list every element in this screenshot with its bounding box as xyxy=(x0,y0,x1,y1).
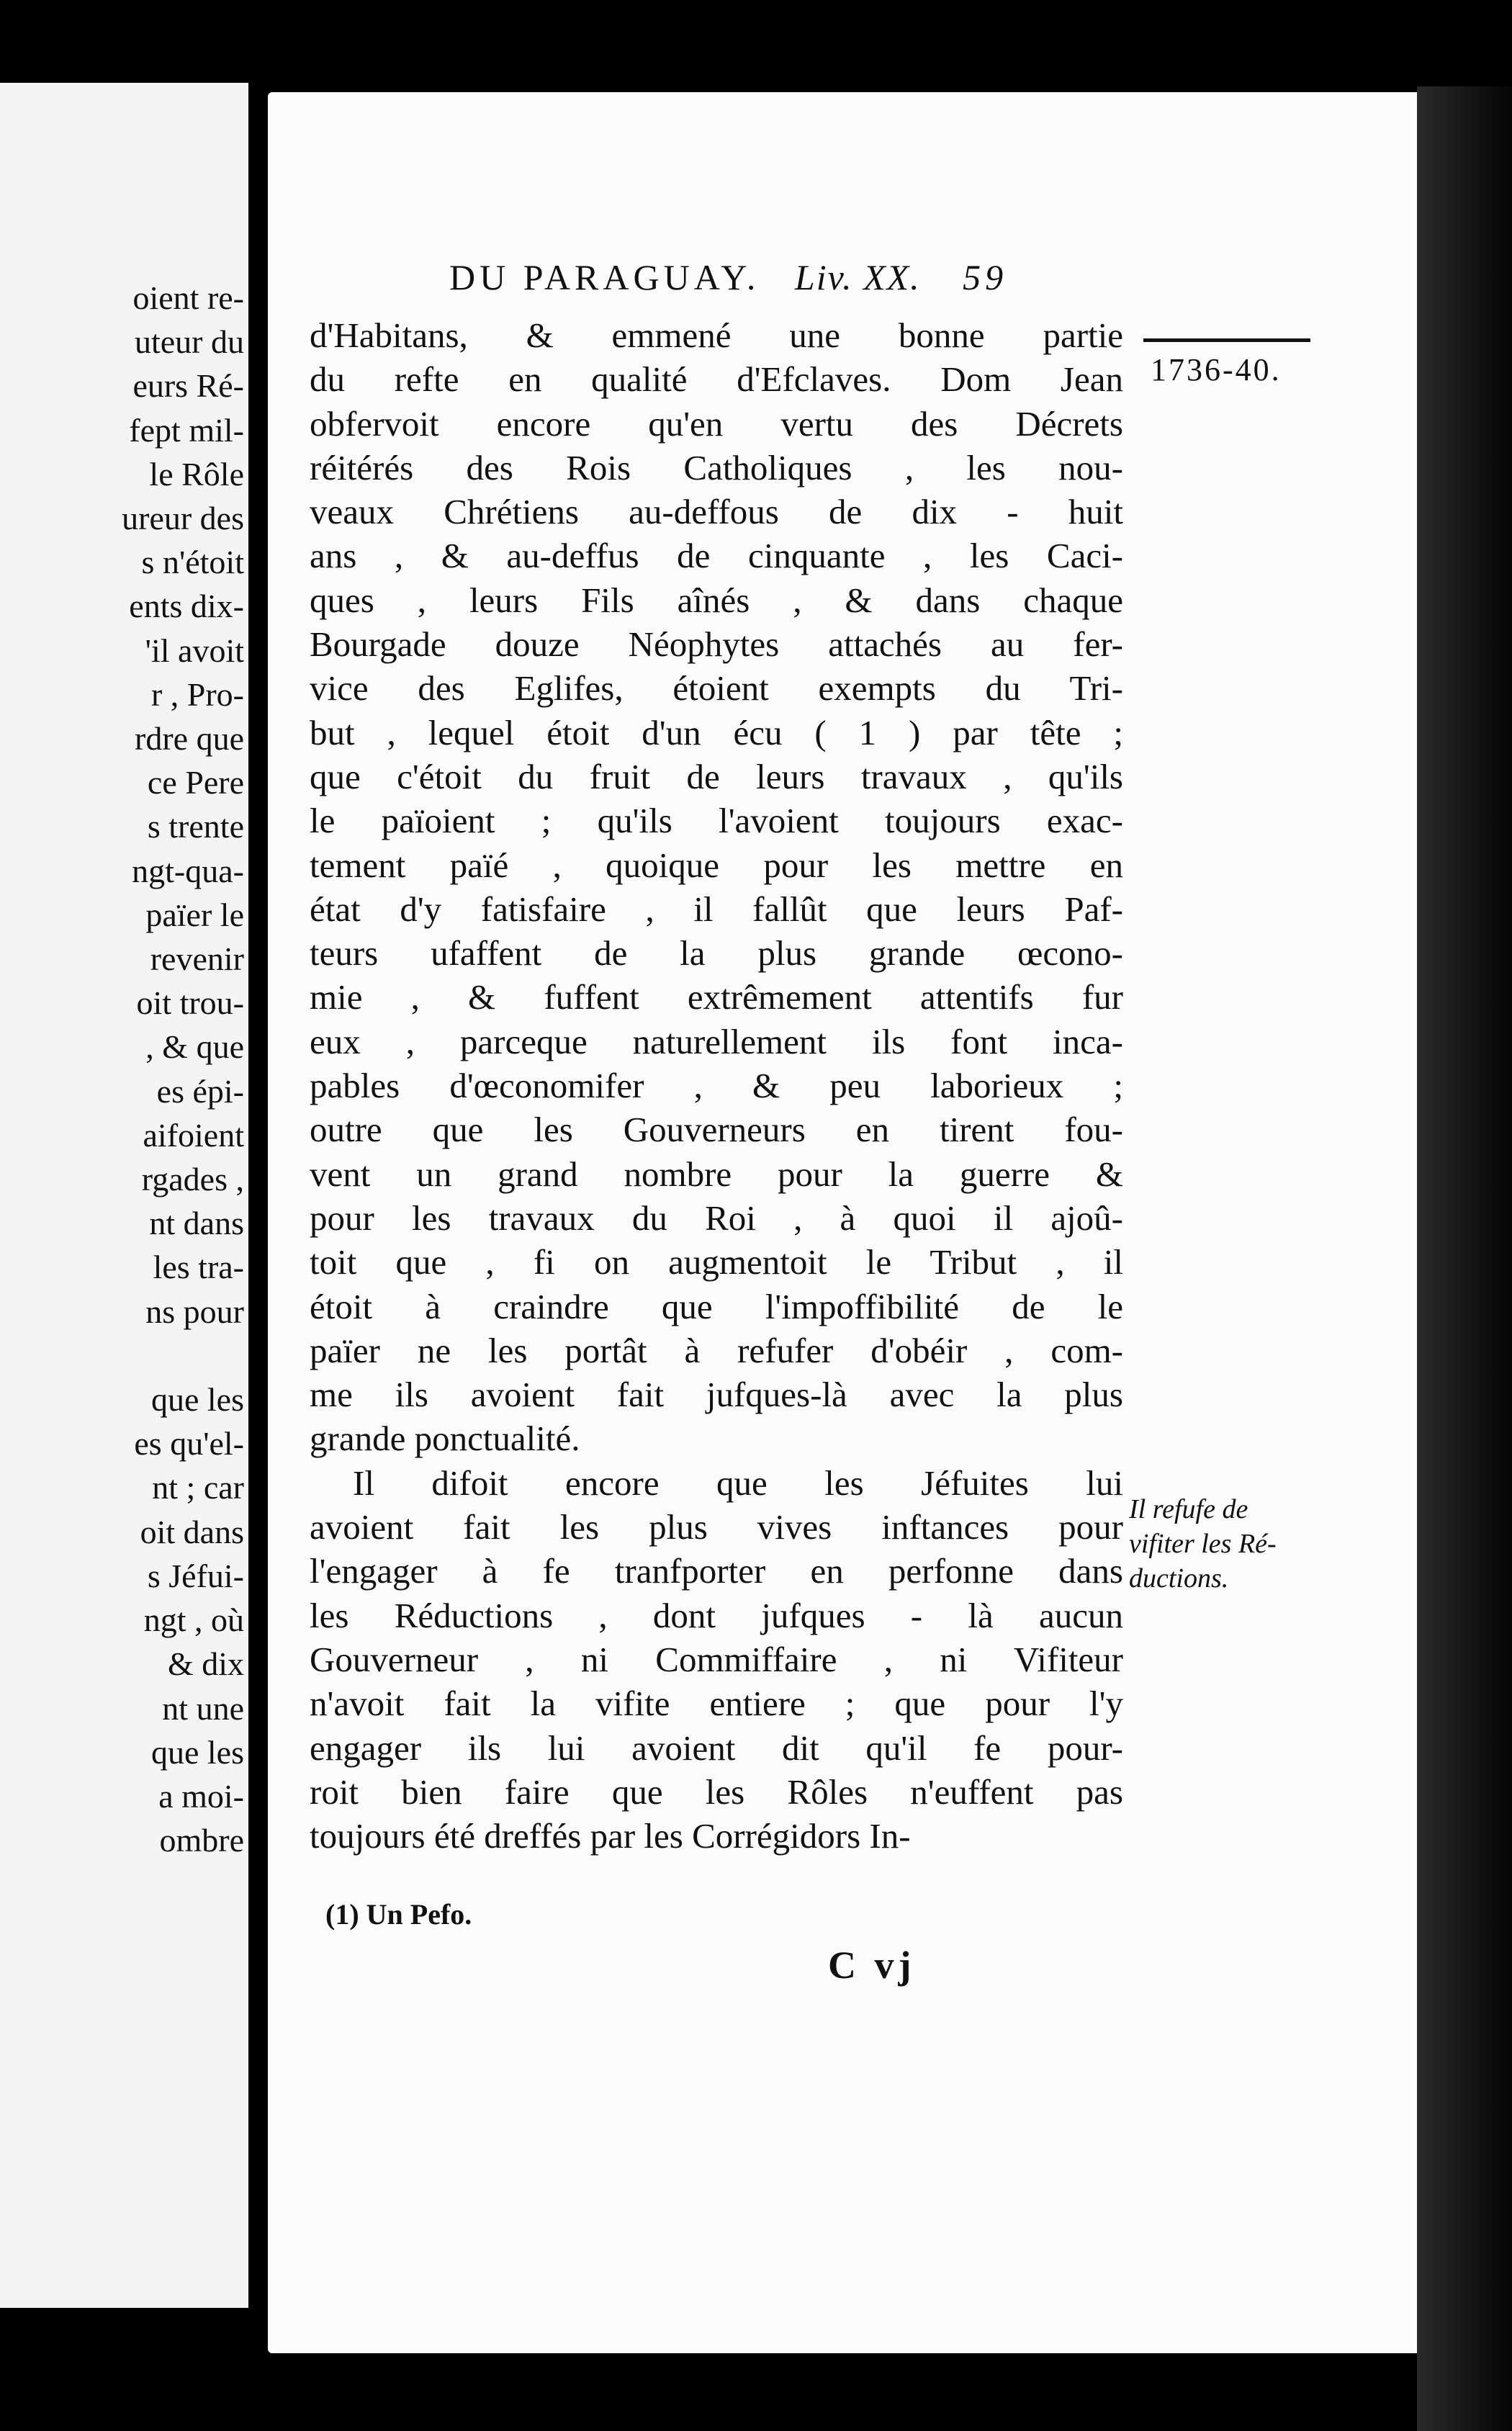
left-page-line: oit dans xyxy=(140,1513,244,1550)
left-page-line: ce Pere xyxy=(147,764,244,801)
text-line: but , lequel étoit d'un écu ( 1 ) par tête ; xyxy=(310,712,1123,752)
text-line: ques , leurs Fils aînés , & dans chaque xyxy=(310,580,1123,620)
page-edge-shadow xyxy=(1417,86,1512,2431)
left-page-line: ngt-qua- xyxy=(132,852,244,889)
text-line: teurs ufaffent de la plus grande œcono- xyxy=(310,933,1123,974)
text-line: pables d'œconomifer , & peu laborieux ; xyxy=(310,1066,1123,1106)
left-page-line: ombre xyxy=(159,1822,244,1859)
left-page-line: ents dix- xyxy=(129,588,244,625)
left-page-line: es épi- xyxy=(156,1072,244,1110)
left-page-line: le Rôle xyxy=(149,455,244,493)
text-line: roit bien faire que les Rôles n'euffent pas xyxy=(310,1771,1123,1812)
text-line: état d'y fatisfaire , il fallût que leurs Paf- xyxy=(310,889,1123,929)
left-page-line: nt ; car xyxy=(152,1469,244,1506)
text-line: toujours été dreffés par les Corrégidors In- xyxy=(310,1816,911,1856)
text-line: veaux Chrétiens au-deffous de dix - huit xyxy=(310,492,1123,532)
text-line: avoient fait les plus vives inftances pour xyxy=(310,1507,1123,1547)
text-line: eux , parceque naturellement ils font inca- xyxy=(310,1021,1123,1061)
header-book: Liv. XX. xyxy=(794,257,921,297)
text-line: étoit à craindre que l'impoffibilité de le xyxy=(310,1286,1123,1326)
left-page-line: & dix xyxy=(167,1645,244,1683)
text-line: engager ils lui avoient dit qu'il fe pour- xyxy=(310,1727,1123,1768)
margin-rule xyxy=(1143,338,1310,342)
left-page-line: es qu'el- xyxy=(134,1425,244,1462)
text-line: tement païé , quoique pour les mettre en xyxy=(310,845,1123,885)
left-page-line: que les xyxy=(150,1733,244,1771)
text-line: obfervoit encore qu'en vertu des Décrets xyxy=(310,403,1123,444)
left-page-line: 'il avoit xyxy=(145,632,244,669)
text-line: le païoient ; qu'ils l'avoient toujours exac- xyxy=(310,801,1123,841)
left-page-line: oit trou- xyxy=(136,984,244,1022)
margin-note-line: ductions. xyxy=(1129,1563,1229,1594)
left-page-line: rgades , xyxy=(141,1161,244,1198)
body-text xyxy=(310,313,1123,1858)
text-line: Gouverneur , ni Commiffaire , ni Vifiteur xyxy=(310,1639,1123,1679)
text-line: me ils avoient fait jufques-là avec la plus xyxy=(310,1375,1123,1415)
left-page-line: aifoient xyxy=(143,1116,244,1154)
text-line: outre que les Gouverneurs en tirent fou- xyxy=(310,1110,1123,1150)
footnote: (1) Un Pefo. xyxy=(325,1898,472,1931)
left-page-line: ureur des xyxy=(122,500,244,537)
left-page-line: s n'étoit xyxy=(141,544,244,581)
left-page xyxy=(0,83,253,2308)
left-page-line: nt une xyxy=(162,1689,244,1727)
left-page-text xyxy=(14,276,244,1862)
text-line: l'engager à fe tranfporter en perfonne dans xyxy=(310,1551,1123,1591)
page-number: 59 xyxy=(963,257,1008,297)
margin-note xyxy=(1129,1492,1305,1596)
margin-note-line: vifiter les Ré- xyxy=(1129,1529,1277,1559)
margin-year: 1736-40. xyxy=(1151,352,1282,387)
left-page-line: revenir xyxy=(150,940,244,978)
left-page-line: , & que xyxy=(145,1028,244,1066)
left-page-line: ngt , où xyxy=(143,1601,244,1639)
margin-note-line: Il refufe de xyxy=(1129,1494,1248,1524)
left-page-line xyxy=(14,1334,244,1378)
left-page-line: que les xyxy=(150,1381,244,1419)
left-page-line: s trente xyxy=(147,808,244,845)
left-page-line: eurs Ré- xyxy=(132,367,244,405)
signature-mark: C vj xyxy=(828,1944,916,1987)
text-line: grande ponctualité. xyxy=(310,1419,580,1459)
left-page-line: a moi- xyxy=(158,1777,244,1815)
left-page-line: fept mil- xyxy=(129,411,244,449)
text-line: d'Habitans, & emmené une bonne partie xyxy=(310,315,1123,355)
left-page-line: ns pour xyxy=(145,1293,244,1330)
text-line: Bourgade douze Néophytes attachés au fer- xyxy=(310,624,1123,665)
left-page-line: uteur du xyxy=(134,323,244,361)
text-line: Il difoit encore que les Jéfuites lui xyxy=(353,1462,1123,1503)
text-line: vent un grand nombre pour la guerre & xyxy=(310,1154,1123,1194)
left-page-line: nt dans xyxy=(149,1205,244,1242)
text-line: n'avoit fait la vifite entiere ; que pour l'y xyxy=(310,1684,1123,1724)
text-line: ans , & au-deffus de cinquante , les Caci- xyxy=(310,536,1123,576)
book-gutter xyxy=(248,83,270,2308)
text-line: du refte en qualité d'Efclaves. Dom Jean xyxy=(310,359,1123,400)
text-line: que c'étoit du fruit de leurs travaux , qu'ils xyxy=(310,756,1123,796)
header-title: DU PARAGUAY. xyxy=(449,257,760,297)
text-line: païer ne les portât à refufer d'obéir , com- xyxy=(310,1330,1123,1370)
left-page-line: les tra- xyxy=(153,1249,244,1286)
left-page-line: païer le xyxy=(145,896,244,933)
running-header xyxy=(449,256,1140,298)
text-line: toit que , fi on augmentoit le Tribut , il xyxy=(310,1242,1123,1282)
text-line: réitérés des Rois Catholiques , les nou- xyxy=(310,447,1123,487)
text-line: mie , & fuffent extrêmement attentifs fur xyxy=(310,977,1123,1017)
left-page-line: r , Pro- xyxy=(150,675,244,713)
left-page-line: oient re- xyxy=(132,279,244,316)
text-line: les Réductions , dont jufques - là aucun xyxy=(310,1595,1123,1635)
left-page-line: s Jéfui- xyxy=(147,1557,244,1594)
text-line: vice des Eglifes, étoient exempts du Tri- xyxy=(310,668,1123,709)
left-page-line: rdre que xyxy=(135,720,244,758)
text-line: pour les travaux du Roi , à quoi il ajoû- xyxy=(310,1197,1123,1238)
